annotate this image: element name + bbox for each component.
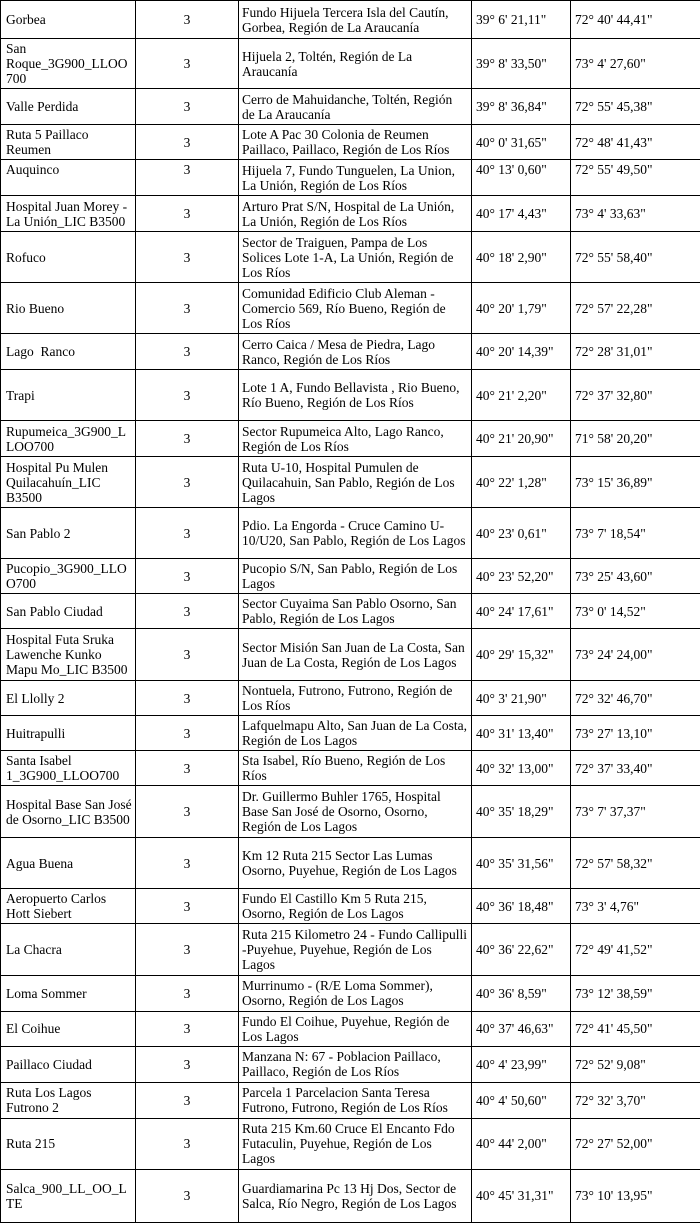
latitude: 40° 21' 20,90" bbox=[472, 421, 571, 457]
site-address: Murrinumo - (R/E Loma Sommer), Osorno, Región de Los Lagos bbox=[239, 975, 472, 1011]
longitude: 72° 32' 46,70" bbox=[571, 681, 700, 716]
technology-count: 3 bbox=[136, 370, 239, 421]
table-row bbox=[1, 629, 700, 681]
site-name: San Pablo 2 bbox=[1, 508, 136, 559]
site-name: Hospital Pu Mulen Quilacahuín_LIC B3500 bbox=[1, 457, 136, 508]
site-address: Fundo El Castillo Km 5 Ruta 215, Osorno, Región de Los Lagos bbox=[239, 889, 472, 924]
site-name: Hospital Base San José de Osorno_LIC B3500 bbox=[1, 786, 136, 838]
latitude: 40° 3' 21,90" bbox=[472, 681, 571, 716]
latitude: 40° 22' 1,28" bbox=[472, 457, 571, 508]
longitude: 72° 48' 41,43" bbox=[571, 125, 700, 160]
table-row bbox=[1, 1082, 700, 1118]
table-row bbox=[1, 125, 700, 160]
site-name: San Roque_3G900_LLOO700 bbox=[1, 39, 136, 89]
site-name: Huitrapulli bbox=[1, 716, 136, 751]
site-address: Ruta 215 Km.60 Cruce El Encanto Fdo Futaculin, Puyehue, Región de Los Lagos bbox=[239, 1118, 472, 1169]
table-row bbox=[1, 370, 700, 421]
site-name: Lago Ranco bbox=[1, 334, 136, 370]
table-row bbox=[1, 39, 700, 89]
latitude: 40° 13' 0,60" bbox=[472, 160, 571, 196]
latitude: 40° 36' 18,48" bbox=[472, 889, 571, 924]
longitude: 72° 49' 41,52" bbox=[571, 924, 700, 975]
longitude: 73° 15' 36,89" bbox=[571, 457, 700, 508]
site-name: Agua Buena bbox=[1, 838, 136, 889]
table-row bbox=[1, 889, 700, 924]
longitude: 73° 27' 13,10" bbox=[571, 716, 700, 751]
site-address: Dr. Guillermo Buhler 1765, Hospital Base San José de Osorno, Osorno, Región de Los Lagos bbox=[239, 786, 472, 838]
site-name: El Coihue bbox=[1, 1011, 136, 1046]
site-address: Pucopio S/N, San Pablo, Región de Los Lagos bbox=[239, 559, 472, 594]
technology-count: 3 bbox=[136, 751, 239, 786]
site-address: Cerro Caica / Mesa de Piedra, Lago Ranco, Región de Los Ríos bbox=[239, 334, 472, 370]
latitude: 40° 36' 22,62" bbox=[472, 924, 571, 975]
longitude: 72° 57' 58,32" bbox=[571, 838, 700, 889]
technology-count: 3 bbox=[136, 1046, 239, 1082]
site-name: Paillaco Ciudad bbox=[1, 1046, 136, 1082]
table-row bbox=[1, 559, 700, 594]
site-address: Cerro de Mahuidanche, Toltén, Región de La Araucanía bbox=[239, 89, 472, 125]
site-name: Aeropuerto Carlos Hott Siebert bbox=[1, 889, 136, 924]
table-row bbox=[1, 786, 700, 838]
longitude: 72° 37' 33,40" bbox=[571, 751, 700, 786]
longitude: 72° 57' 22,28" bbox=[571, 283, 700, 334]
longitude: 72° 40' 44,41" bbox=[571, 1, 700, 39]
table-row bbox=[1, 508, 700, 559]
table-row bbox=[1, 1046, 700, 1082]
latitude: 40° 32' 13,00" bbox=[472, 751, 571, 786]
table-row bbox=[1, 1118, 700, 1169]
longitude: 71° 58' 20,20" bbox=[571, 421, 700, 457]
site-name: Salca_900_LL_OO_LTE bbox=[1, 1169, 136, 1222]
technology-count: 3 bbox=[136, 924, 239, 975]
technology-count: 3 bbox=[136, 334, 239, 370]
latitude: 40° 24' 17,61" bbox=[472, 594, 571, 629]
site-address: Sector Cuyaima San Pablo Osorno, San Pablo, Región de Los Lagos bbox=[239, 594, 472, 629]
latitude: 39° 8' 33,50" bbox=[472, 39, 571, 89]
longitude: 73° 12' 38,59" bbox=[571, 975, 700, 1011]
technology-count: 3 bbox=[136, 421, 239, 457]
table-row bbox=[1, 924, 700, 975]
latitude: 40° 37' 46,63" bbox=[472, 1011, 571, 1046]
site-name: Loma Sommer bbox=[1, 975, 136, 1011]
site-address: Parcela 1 Parcelacion Santa Teresa Futrono, Futrono, Región de Los Ríos bbox=[239, 1082, 472, 1118]
site-name: Trapi bbox=[1, 370, 136, 421]
latitude: 40° 45' 31,31" bbox=[472, 1169, 571, 1222]
table-row bbox=[1, 334, 700, 370]
site-address: Sta Isabel, Río Bueno, Región de Los Ríos bbox=[239, 751, 472, 786]
site-name: San Pablo Ciudad bbox=[1, 594, 136, 629]
longitude: 73° 10' 13,95" bbox=[571, 1169, 700, 1222]
site-name: Rio Bueno bbox=[1, 283, 136, 334]
technology-count: 3 bbox=[136, 681, 239, 716]
site-name: Ruta Los Lagos Futrono 2 bbox=[1, 1082, 136, 1118]
latitude: 40° 36' 8,59" bbox=[472, 975, 571, 1011]
technology-count: 3 bbox=[136, 160, 239, 196]
table-row bbox=[1, 1, 700, 39]
longitude: 73° 3' 4,76" bbox=[571, 889, 700, 924]
technology-count: 3 bbox=[136, 629, 239, 681]
table-row bbox=[1, 196, 700, 232]
site-address: Arturo Prat S/N, Hospital de La Unión, La Unión, Región de Los Ríos bbox=[239, 196, 472, 232]
latitude: 40° 44' 2,00" bbox=[472, 1118, 571, 1169]
longitude: 73° 0' 14,52" bbox=[571, 594, 700, 629]
table-row bbox=[1, 975, 700, 1011]
site-address: Nontuela, Futrono, Futrono, Región de Los Ríos bbox=[239, 681, 472, 716]
technology-count: 3 bbox=[136, 508, 239, 559]
site-name: Auquinco bbox=[1, 160, 136, 196]
longitude: 73° 24' 24,00" bbox=[571, 629, 700, 681]
longitude: 72° 41' 45,50" bbox=[571, 1011, 700, 1046]
site-address: Hijuela 7, Fundo Tunguelen, La Union, La Unión, Región de Los Ríos bbox=[239, 160, 472, 196]
site-address: Lote 1 A, Fundo Bellavista , Rio Bueno, Río Bueno, Región de Los Ríos bbox=[239, 370, 472, 421]
technology-count: 3 bbox=[136, 457, 239, 508]
site-address: Manzana N: 67 - Poblacion Paillaco, Paillaco, Región de Los Ríos bbox=[239, 1046, 472, 1082]
technology-count: 3 bbox=[136, 559, 239, 594]
latitude: 40° 29' 15,32" bbox=[472, 629, 571, 681]
table-row bbox=[1, 1011, 700, 1046]
latitude: 39° 6' 21,11" bbox=[472, 1, 571, 39]
site-address: Lafquelmapu Alto, San Juan de La Costa, Región de Los Lagos bbox=[239, 716, 472, 751]
table-row bbox=[1, 232, 700, 283]
site-name: Hospital Futa Sruka Lawenche Kunko Mapu Mo_LIC B3500 bbox=[1, 629, 136, 681]
site-address: Fundo Hijuela Tercera Isla del Cautín, Gorbea, Región de La Araucanía bbox=[239, 1, 472, 39]
table-row bbox=[1, 283, 700, 334]
site-name: La Chacra bbox=[1, 924, 136, 975]
site-name: Ruta 5 Paillaco Reumen bbox=[1, 125, 136, 160]
latitude: 40° 23' 52,20" bbox=[472, 559, 571, 594]
longitude: 73° 7' 18,54" bbox=[571, 508, 700, 559]
technology-count: 3 bbox=[136, 39, 239, 89]
longitude: 72° 27' 52,00" bbox=[571, 1118, 700, 1169]
latitude: 40° 4' 23,99" bbox=[472, 1046, 571, 1082]
technology-count: 3 bbox=[136, 975, 239, 1011]
table-row bbox=[1, 160, 700, 196]
site-name: Gorbea bbox=[1, 1, 136, 39]
longitude: 72° 37' 32,80" bbox=[571, 370, 700, 421]
longitude: 72° 52' 9,08" bbox=[571, 1046, 700, 1082]
site-name: Valle Perdida bbox=[1, 89, 136, 125]
table-row bbox=[1, 716, 700, 751]
technology-count: 3 bbox=[136, 1118, 239, 1169]
site-address: Comunidad Edificio Club Aleman - Comercio 569, Río Bueno, Región de Los Ríos bbox=[239, 283, 472, 334]
longitude: 73° 4' 27,60" bbox=[571, 39, 700, 89]
longitude: 72° 32' 3,70" bbox=[571, 1082, 700, 1118]
technology-count: 3 bbox=[136, 125, 239, 160]
latitude: 40° 31' 13,40" bbox=[472, 716, 571, 751]
latitude: 39° 8' 36,84" bbox=[472, 89, 571, 125]
site-address: Ruta U-10, Hospital Pumulen de Quilacahuin, San Pablo, Región de Los Lagos bbox=[239, 457, 472, 508]
site-address: Hijuela 2, Toltén, Región de La Araucanía bbox=[239, 39, 472, 89]
site-name: Pucopio_3G900_LLOO700 bbox=[1, 559, 136, 594]
technology-count: 3 bbox=[136, 232, 239, 283]
site-address: Sector Rupumeica Alto, Lago Ranco, Región de Los Ríos bbox=[239, 421, 472, 457]
site-name: Rofuco bbox=[1, 232, 136, 283]
latitude: 40° 0' 31,65" bbox=[472, 125, 571, 160]
table-row bbox=[1, 1169, 700, 1222]
site-name: El Llolly 2 bbox=[1, 681, 136, 716]
site-name: Ruta 215 bbox=[1, 1118, 136, 1169]
site-address: Sector de Traiguen, Pampa de Los Solices Lote 1-A, La Unión, Región de Los Ríos bbox=[239, 232, 472, 283]
latitude: 40° 35' 31,56" bbox=[472, 838, 571, 889]
technology-count: 3 bbox=[136, 1, 239, 39]
technology-count: 3 bbox=[136, 1169, 239, 1222]
site-address: Pdio. La Engorda - Cruce Camino U-10/U20, San Pablo, Región de Los Lagos bbox=[239, 508, 472, 559]
table-row bbox=[1, 681, 700, 716]
table-row bbox=[1, 838, 700, 889]
site-address: Lote A Pac 30 Colonia de Reumen Paillaco, Paillaco, Región de Los Ríos bbox=[239, 125, 472, 160]
technology-count: 3 bbox=[136, 283, 239, 334]
latitude: 40° 17' 4,43" bbox=[472, 196, 571, 232]
longitude: 72° 28' 31,01" bbox=[571, 334, 700, 370]
table-row bbox=[1, 89, 700, 125]
technology-count: 3 bbox=[136, 838, 239, 889]
technology-count: 3 bbox=[136, 786, 239, 838]
site-address: Guardiamarina Pc 13 Hj Dos, Sector de Salca, Río Negro, Región de Los Lagos bbox=[239, 1169, 472, 1222]
longitude: 72° 55' 49,50" bbox=[571, 160, 700, 196]
longitude: 72° 55' 58,40" bbox=[571, 232, 700, 283]
table-row bbox=[1, 421, 700, 457]
latitude: 40° 35' 18,29" bbox=[472, 786, 571, 838]
latitude: 40° 23' 0,61" bbox=[472, 508, 571, 559]
technology-count: 3 bbox=[136, 889, 239, 924]
site-address: Ruta 215 Kilometro 24 - Fundo Callipulli -Puyehue, Puyehue, Región de Los Lagos bbox=[239, 924, 472, 975]
technology-count: 3 bbox=[136, 594, 239, 629]
latitude: 40° 18' 2,90" bbox=[472, 232, 571, 283]
table-row bbox=[1, 751, 700, 786]
site-name: Rupumeica_3G900_LLOO700 bbox=[1, 421, 136, 457]
latitude: 40° 20' 1,79" bbox=[472, 283, 571, 334]
technology-count: 3 bbox=[136, 89, 239, 125]
latitude: 40° 4' 50,60" bbox=[472, 1082, 571, 1118]
table-row bbox=[1, 457, 700, 508]
longitude: 73° 25' 43,60" bbox=[571, 559, 700, 594]
technology-count: 3 bbox=[136, 716, 239, 751]
latitude: 40° 21' 2,20" bbox=[472, 370, 571, 421]
site-address: Km 12 Ruta 215 Sector Las Lumas Osorno, Puyehue, Región de Los Lagos bbox=[239, 838, 472, 889]
longitude: 72° 55' 45,38" bbox=[571, 89, 700, 125]
site-name: Santa Isabel 1_3G900_LLOO700 bbox=[1, 751, 136, 786]
technology-count: 3 bbox=[136, 1011, 239, 1046]
site-address: Sector Misión San Juan de La Costa, San Juan de La Costa, Región de Los Lagos bbox=[239, 629, 472, 681]
site-name: Hospital Juan Morey - La Unión_LIC B3500 bbox=[1, 196, 136, 232]
site-address: Fundo El Coihue, Puyehue, Región de Los Lagos bbox=[239, 1011, 472, 1046]
table-row bbox=[1, 594, 700, 629]
longitude: 73° 7' 37,37" bbox=[571, 786, 700, 838]
stations-table-body bbox=[1, 1, 700, 1223]
longitude: 73° 4' 33,63" bbox=[571, 196, 700, 232]
technology-count: 3 bbox=[136, 196, 239, 232]
latitude: 40° 20' 14,39" bbox=[472, 334, 571, 370]
technology-count: 3 bbox=[136, 1082, 239, 1118]
